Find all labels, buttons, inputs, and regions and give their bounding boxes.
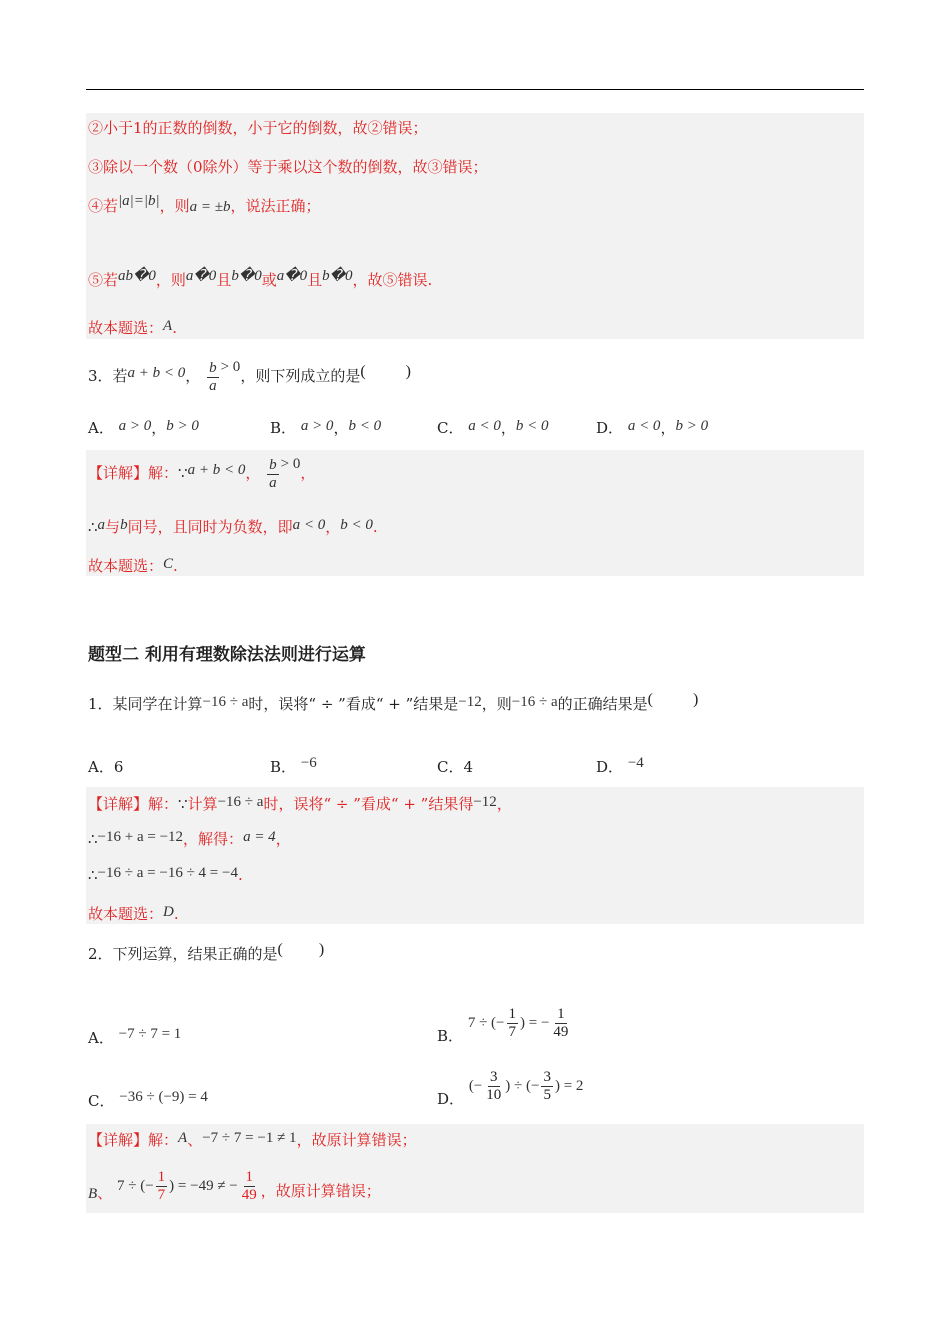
prev-solution-item5: ⑤若ab�0，则a�0且b�0或a�0且b�0，故⑤错误. bbox=[88, 268, 433, 289]
s2q2-option-a[interactable]: A． −7 ÷ 7 = 1 bbox=[88, 1026, 182, 1047]
q3-solution-conclusion: 故本题选：C. bbox=[88, 556, 178, 575]
q3-option-b[interactable]: B． a > 0，b < 0 bbox=[270, 418, 382, 437]
s2q1-option-c[interactable]: C．4 bbox=[437, 758, 474, 776]
s2q2-option-b[interactable]: B． 7 ÷ (− $\frac{1}{7}$ ) = − $\frac{1}{49}$ bbox=[437, 1005, 569, 1045]
s2q1-solution-line1: 【详解】解：∵计算−16 ÷ a时，误将“ ÷ ”看成“ + ”结果得−12， bbox=[88, 794, 512, 813]
s2q2-option-d[interactable]: D． (− $\frac{3}{10}$ ) ÷ (− $\frac{3}{5}$ ) = 2 bbox=[437, 1068, 584, 1108]
prev-solution-panel bbox=[86, 113, 864, 339]
s2q1-stem: 1．某同学在计算−16 ÷ a时，误将“ ÷ ”看成“ + ”结果是−12，则−16 ÷ a的正确结果是( ) bbox=[88, 691, 699, 713]
section-heading: 题型二 利用有理数除法法则进行运算 bbox=[88, 645, 366, 665]
prev-solution-item4: ④若|a|=|b|，则a = ±b，说法正确； bbox=[88, 193, 321, 215]
q3-solution-fraction: $\frac{b}{a}$ bbox=[269, 456, 277, 491]
s2q1-option-d[interactable]: D． −4 bbox=[596, 755, 644, 776]
q3-fraction: $\frac{b}{a}$ bbox=[209, 359, 217, 394]
s2q1-solution-line3: ∴−16 ÷ a = −16 ÷ 4 = −4. bbox=[88, 865, 243, 884]
header-rule bbox=[86, 89, 864, 90]
s2q2-solution-line2: B、 7 ÷ (− $\frac{1}{7}$ ) = −49 ≠ − $\frac{1}{49}$ ，故原计算错误； bbox=[88, 1168, 381, 1203]
s2q1-option-a[interactable]: A．6 bbox=[88, 758, 124, 776]
prev-solution-item2: ②小于1的正数的倒数，小于它的倒数，故②错误； bbox=[88, 119, 428, 137]
q3-option-c[interactable]: C． a < 0，b < 0 bbox=[437, 418, 549, 437]
s2q1-option-b[interactable]: B． −6 bbox=[270, 755, 317, 776]
s2q1-solution-conclusion: 故本题选：D. bbox=[88, 904, 179, 923]
q3-option-a[interactable]: A． a > 0，b > 0 bbox=[88, 418, 199, 437]
s2q2-option-c[interactable]: C． −36 ÷ (−9) = 4 bbox=[88, 1089, 208, 1110]
s2q2-stem: 2．下列运算，结果正确的是( ) bbox=[88, 941, 325, 963]
q3-solution-line1: 【详解】解：∵a + b < 0， $\frac{b}{a}$ > 0， bbox=[88, 456, 316, 491]
prev-solution-conclusion: 故本题选：A. bbox=[88, 318, 177, 337]
q3-option-d[interactable]: D． a < 0，b > 0 bbox=[596, 418, 709, 437]
q3-solution-line2: ∴a与b同号，且同时为负数，即a < 0，b < 0. bbox=[88, 517, 378, 536]
prev-solution-item3: ③除以一个数（0除外）等于乘以这个数的倒数，故③错误； bbox=[88, 158, 488, 176]
s2q2-solution-line1: 【详解】解：A、−7 ÷ 7 = −1 ≠ 1，故原计算错误； bbox=[88, 1130, 417, 1149]
s2q1-solution-line2: ∴−16 + a = −12，解得：a = 4， bbox=[88, 829, 291, 848]
q3-stem: 3．若a + b < 0， $\frac{b}{a}$ > 0，则下列成立的是( ) bbox=[88, 359, 411, 394]
